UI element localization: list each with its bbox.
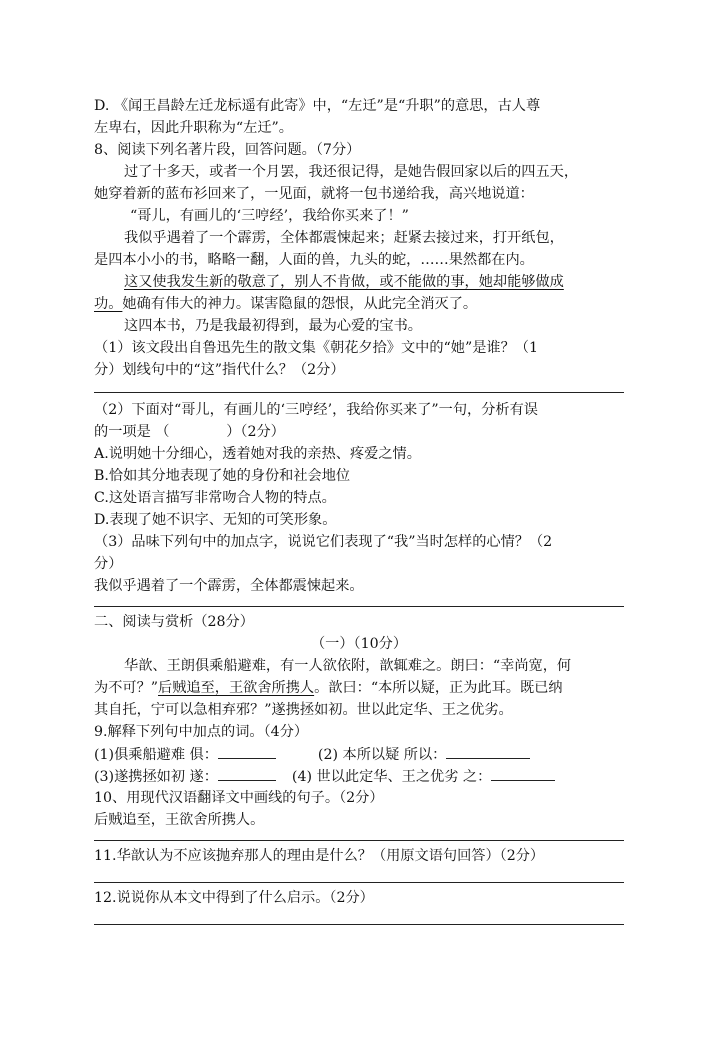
word-item-1: (1)俱乘船避难 俱： bbox=[94, 747, 218, 763]
question-8-heading: 8、阅读下列名著片段，回答问题。（7分） bbox=[94, 142, 361, 158]
classical-text-line: 其自托，宁可以急相弃邪？”遂携拯如初。世以此定华、王之优劣。 bbox=[94, 702, 513, 718]
fill-blank[interactable] bbox=[218, 766, 276, 781]
passage-text: 她确有伟大的神力。谋害隐鼠的怨恨，从此完全消灭了。 bbox=[122, 296, 478, 312]
sub-question-3: （3）品味下列句中的加点字，说说它们表现了“我”当时怎样的心情？（2 bbox=[94, 534, 553, 550]
fill-blank[interactable] bbox=[218, 744, 276, 759]
part-one-heading: （一）（10分） bbox=[310, 636, 408, 652]
question-9-row-1 bbox=[94, 744, 630, 766]
question-11: 11.华歆认为不应该抛弃那人的理由是什么？（用原文语句回答）（2分） bbox=[94, 848, 545, 864]
choice-b: B.恰如其分地表现了她的身份和社会地位 bbox=[94, 468, 351, 484]
passage-line: 她穿着新的蓝布衫回来了，一见面，就将一包书递给我，高兴地说道： bbox=[94, 186, 534, 202]
sub-question-2-cont: 的一项是 （ ）（2分） bbox=[94, 424, 285, 440]
underlined-sentence: 这又使我发生新的敬意了，别人不肯做，或不能做的事，她却能够做成 bbox=[124, 274, 564, 290]
quoted-sentence: 我似乎遇着了一个霹雳，全体都震悚起来。 bbox=[94, 578, 364, 594]
choice-a: A.说明她十分细心，透着她对我的亲热、疼爱之情。 bbox=[94, 446, 421, 462]
sub-question-1: （1）该文段出自鲁迅先生的散文集《朝花夕拾》文中的“她”是谁？（1 bbox=[94, 340, 538, 356]
question-10-sentence: 后贼追至，王欲舍所携人。 bbox=[94, 812, 265, 828]
answer-line[interactable] bbox=[94, 606, 624, 607]
passage-line: 过了十多天，或者一个月罢，我还很记得，是她告假回家以后的四五天， bbox=[124, 164, 579, 180]
sub-question-2: （2）下面对“哥儿，有画儿的‘三哼经’，我给你买来了”一句，分析有误 bbox=[94, 402, 538, 418]
fill-blank[interactable] bbox=[446, 744, 530, 759]
sub-question-3-cont: 分） bbox=[94, 556, 123, 572]
answer-line[interactable] bbox=[94, 840, 624, 841]
choice-c: C.这处语言描写非常吻合人物的特点。 bbox=[94, 490, 336, 506]
word-item-2: (2) 本所以疑 所以： bbox=[317, 747, 447, 763]
answer-line[interactable] bbox=[94, 882, 624, 883]
fill-blank[interactable] bbox=[491, 766, 555, 781]
word-item-4: (4) 世以此定华、王之优劣 之： bbox=[291, 769, 492, 785]
passage-line bbox=[94, 294, 630, 315]
question-10-heading: 10、用现代汉语翻译文中画线的句子。（2分） bbox=[94, 790, 384, 806]
underlined-sentence-end: 功。 bbox=[94, 296, 123, 312]
passage-line: 是四本小小的书，略略一翻，人面的兽，九头的蛇，……果然都在内。 bbox=[94, 252, 534, 268]
underlined-classical-sentence: 后贼追至，王欲舍所携人 bbox=[158, 680, 315, 696]
passage-quote: “哥儿，有画儿的‘三哼经’，我给你买来了！” bbox=[130, 208, 409, 224]
classical-text: 为不可？” bbox=[94, 680, 159, 696]
answer-line[interactable] bbox=[94, 924, 624, 925]
passage-line: 这四本书，乃是我最初得到，最为心爱的宝书。 bbox=[124, 318, 422, 334]
answer-line[interactable] bbox=[94, 392, 624, 393]
question-9-heading: 9.解释下列句中加点的词。（4分） bbox=[94, 724, 309, 740]
question-12: 12.说说你从本文中得到了什么启示。（2分） bbox=[94, 890, 374, 906]
question-9-row-2 bbox=[94, 766, 630, 788]
option-d-line-2: 左卑右，因此升职称为“左迁”。 bbox=[94, 120, 293, 136]
passage-line: 我似乎遇着了一个霹雳，全体都震悚起来；赶紧去接过来，打开纸包， bbox=[124, 230, 564, 246]
sub-question-1-cont: 分）划线句中的“这”指代什么？（2分） bbox=[94, 362, 345, 378]
section-two-heading: 二、阅读与赏析（28分） bbox=[94, 614, 254, 630]
classical-text: 。歆曰：“本所以疑，正为此耳。既已纳 bbox=[314, 680, 563, 696]
choice-d: D.表现了她不识字、无知的可笑形象。 bbox=[94, 512, 337, 528]
classical-text-line bbox=[94, 678, 630, 699]
word-item-3: (3)遂携拯如初 遂： bbox=[94, 769, 218, 785]
option-d-line-1: D. 《闻王昌龄左迁龙标遥有此寄》中，“左迁”是“升职”的意思，古人尊 bbox=[94, 98, 541, 114]
classical-text-line: 华歆、王朗俱乘船避难，有一人欲依附，歆辄难之。朗曰：“幸尚宽，何 bbox=[124, 658, 572, 674]
